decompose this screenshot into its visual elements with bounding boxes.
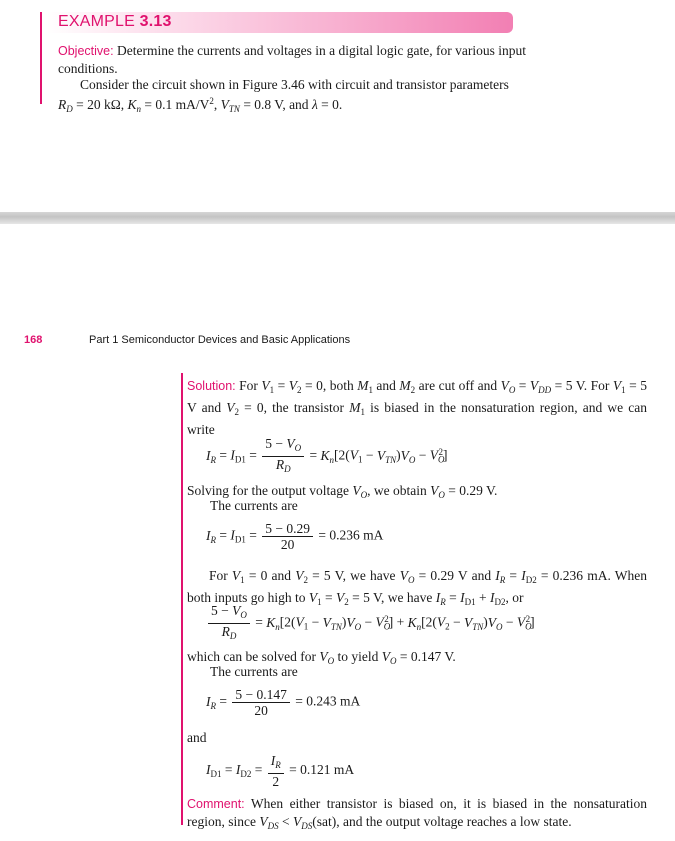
fraction-5: $\frac{I_R}{2}$ <box>268 753 284 789</box>
solution-paragraph-3: The currents are <box>210 498 298 513</box>
equation-2: $I_R = I_{D1}$ = $\frac{5 - 0.29}{20}$ = 0.236 mA <box>206 521 384 552</box>
solution-paragraph-6: The currents are <box>210 664 298 679</box>
result-0121: 0.121 mA <box>300 762 355 778</box>
running-header: Part 1 Semiconductor Devices and Basic Applications <box>89 334 351 346</box>
example-title: EXAMPLE 3.13 <box>58 13 172 30</box>
objective-text: Determine the currents and voltages in a digital logic gate, for various input conditions. <box>58 43 526 76</box>
equation-5: $I_{D1} = I_{D2}$ = $\frac{I_R}{2}$ = 0.121 mA <box>206 753 355 789</box>
equation-4: $I_R$ = $\frac{5 - 0.147}{20}$ = 0.243 mA <box>206 687 361 718</box>
fraction-2: $\frac{5 - 0.29}{20}$ <box>262 521 313 552</box>
params-line: $R_D = 20$ kΩ, $K_n = 0.1$ $mA/V^2$, $V_{TN} = 0.8$ V, and λ = 0. <box>58 96 343 114</box>
intro-text: Consider the circuit shown in Figure 3.46 with circuit and transistor parameters <box>80 77 509 92</box>
equation-3: $\frac{5 - V_O}{R_D}$ = $K_n[2(V_1 - V_{TN})V_O - V_O^2] + K_n[2(V_2 - V_{TN})V_O - V_O^2]$ <box>206 603 535 644</box>
solution-paragraph-4: For $V_1 = 0$ and $V_2 = 5$ V, we have $V_O = 0.29$ V and $I_R = I_{D2} = 0.236$ mA. When both inputs go high to $V_1 = V_2 = 5$ V, we have $I_R = I_{D1} + I_{D2}$, or <box>187 568 647 607</box>
result-0243: 0.243 mA <box>306 693 361 709</box>
objective-label: Objective: <box>58 44 114 58</box>
fraction-4: $\frac{5 - 0.147}{20}$ <box>232 687 290 718</box>
objective-paragraph <box>58 42 528 77</box>
solution-paragraph-5: which can be solved for $V_O$ to yield $V_O = 0.147$ V. <box>187 649 456 666</box>
fraction-1: $\frac{5 - V_O}{R_D}$ <box>262 436 304 477</box>
solution-paragraph-7: and <box>187 730 207 745</box>
fraction-3: $\frac{5 - V_O}{R_D}$ <box>208 603 250 644</box>
page-divider <box>0 212 675 224</box>
solution-paragraph-1: Solution: For $V_1 = V_2 = 0$, both $M_1$ and $M_2$ are cut off and $V_O = V_{DD} = 5$ V. For $V_1 = 5$ V and $V_2 = 0$, the transistor $M_1$ is biased in the nonsaturation region, and we can write <box>187 378 647 437</box>
solution-label: Solution: <box>187 379 236 393</box>
equation-1: $I_R = I_{D1}$ = $\frac{5 - V_O}{R_D}$ = $K_n[2(V_1 - V_{TN})V_O - V_O^2]$ <box>206 436 448 477</box>
example-left-rule <box>40 12 42 104</box>
comment-paragraph: Comment: When either transistor is biased on, it is biased in the nonsaturation region, since $V_{DS} < V_{DS}(sat)$, and the output voltage reaches a low state. <box>187 796 647 831</box>
intro-paragraph <box>58 76 528 93</box>
solution-paragraph-2: Solving for the output voltage $V_O$, we obtain $V_O = 0.29$ V. <box>187 483 498 500</box>
result-0236: 0.236 mA <box>329 527 384 543</box>
page-number: 168 <box>24 334 43 346</box>
solution-left-rule <box>181 373 183 825</box>
comment-label: Comment: <box>187 797 245 811</box>
